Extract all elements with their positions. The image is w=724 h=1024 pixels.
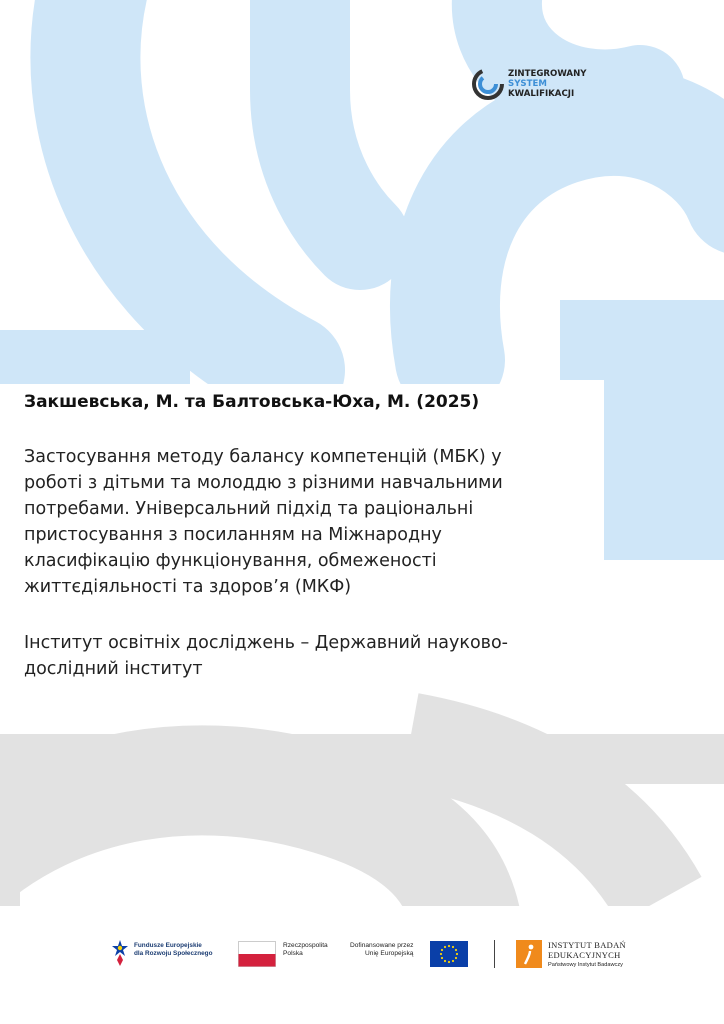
- funds-line-1: Fundusze Europejskie: [134, 942, 202, 949]
- poland-text: [283, 942, 328, 958]
- author-line: Закшевська, М. та Балтовська-Юха, М. (2025): [24, 392, 480, 412]
- title-line: класифікацію функціонування, обмеженості: [24, 551, 437, 571]
- institute-line: дослідний інститут: [24, 659, 203, 679]
- zsk-line-1: ZINTEGROWANY: [508, 69, 587, 79]
- poland-flag-icon: [238, 941, 276, 967]
- title-line: пристосування з посиланням на Міжнародну: [24, 525, 442, 545]
- title-line: життєдіяльності та здоров’я (МКФ): [24, 577, 352, 597]
- bg-band-left: [0, 330, 190, 390]
- institute-line: Інститут освітніх досліджень – Державний науково-: [24, 633, 508, 653]
- document-title: [24, 444, 584, 600]
- cofin-line-2: Unię Europejską: [365, 950, 414, 957]
- cofinanced-text: [350, 942, 413, 958]
- bg-stroke-middle: [300, 0, 360, 240]
- european-funds-text: [134, 942, 212, 958]
- funds-line-2: dla Rozwoju Społecznego: [134, 950, 213, 957]
- bg-gray-left-tip: [0, 820, 20, 906]
- ibe-line-3: Państwowy Instytut Badawczy: [548, 962, 623, 968]
- eu-flag-icon: [430, 941, 468, 967]
- institute-name: [24, 630, 584, 682]
- pl-line-1: Rzeczpospolita: [283, 942, 328, 949]
- title-line: потребами. Універсальний підхід та раціональні: [24, 499, 474, 519]
- ibe-line-2: EDUKACYJNYCH: [548, 950, 621, 960]
- zsk-line-2: SYSTEM: [508, 79, 547, 89]
- zsk-logo: [470, 66, 600, 106]
- european-funds-icon: [110, 938, 130, 968]
- zsk-logo-icon: [470, 66, 506, 102]
- footer-divider: [494, 940, 495, 968]
- bg-gray-band: [0, 734, 724, 784]
- ibe-logo-icon: [516, 940, 542, 968]
- title-line: роботі з дітьми та молоддю з різними навчальними: [24, 473, 503, 493]
- bg-band-right-top: [560, 300, 724, 380]
- title-line: Застосування методу балансу компетенцій (МБК) у: [24, 447, 502, 467]
- ibe-text: [548, 940, 626, 970]
- ibe-line-1: INSTYTUT BADAŃ: [548, 940, 626, 950]
- footer-logos: [0, 928, 724, 988]
- zsk-line-3: KWALIFIKACJI: [508, 89, 575, 99]
- zsk-logo-text: [508, 69, 587, 99]
- cofin-line-1: Dofinansowane przez: [350, 942, 414, 949]
- document-content: [24, 390, 584, 682]
- pl-line-2: Polska: [283, 950, 303, 957]
